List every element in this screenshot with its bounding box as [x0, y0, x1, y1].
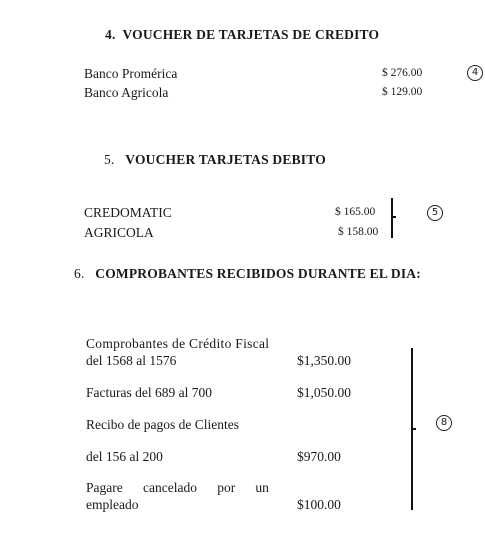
section-6-bracket-tick — [411, 428, 416, 430]
section-5-bracket — [391, 198, 393, 238]
section-6-marker: 8 — [436, 415, 452, 431]
section-4-title: VOUCHER DE TARJETAS DE CREDITO — [122, 27, 380, 42]
section-4-number: 4. — [105, 27, 116, 42]
section-5-bracket-tick — [391, 216, 396, 218]
section-5-title: VOUCHER TARJETAS DEBITO — [125, 152, 326, 167]
section-5-row-1-amount: $ 165.00 — [335, 206, 376, 218]
section-6-number: 6. — [74, 266, 85, 281]
section-4-row-1-amount: $ 276.00 — [382, 67, 423, 79]
section-6-row-3-label: Recibo de pagos de Clientes — [86, 417, 239, 432]
section-6-row-4-amount: $970.00 — [297, 449, 341, 464]
section-6-row-1-amount: $1,350.00 — [297, 353, 351, 368]
section-6-title: COMPROBANTES RECIBIDOS DURANTE EL DIA: — [95, 266, 421, 281]
section-5-heading — [104, 152, 326, 168]
section-4-marker: 4 — [467, 65, 483, 81]
section-4-row-2-amount: $ 129.00 — [382, 86, 423, 98]
section-4-row-1-label: Banco Promérica — [84, 66, 178, 81]
section-4-row-2-label: Banco Agricola — [84, 85, 169, 100]
section-6-row-1-label-line-1: Comprobantes de Crédito Fiscal — [86, 336, 270, 351]
section-6-row-5-label-line-2: empleado — [86, 497, 139, 512]
section-6-row-2-label: Facturas del 689 al 700 — [86, 385, 212, 400]
section-6-row-5-amount: $100.00 — [297, 497, 341, 512]
section-6-row-5-label-line-1: Pagare cancelado por un — [86, 480, 269, 495]
section-4-heading — [105, 27, 379, 43]
section-5-marker: 5 — [427, 205, 443, 221]
section-5-row-2-label: AGRICOLA — [84, 225, 154, 240]
section-5-row-1-label: CREDOMATIC — [84, 205, 172, 220]
section-5-row-2-amount: $ 158.00 — [338, 226, 379, 238]
section-6-row-2-amount: $1,050.00 — [297, 385, 351, 400]
section-5-number: 5. — [104, 152, 115, 167]
section-6-heading — [74, 266, 421, 282]
section-6-row-1-label-line-2: del 1568 al 1576 — [86, 353, 177, 368]
section-6-row-4-label: del 156 al 200 — [86, 449, 163, 464]
